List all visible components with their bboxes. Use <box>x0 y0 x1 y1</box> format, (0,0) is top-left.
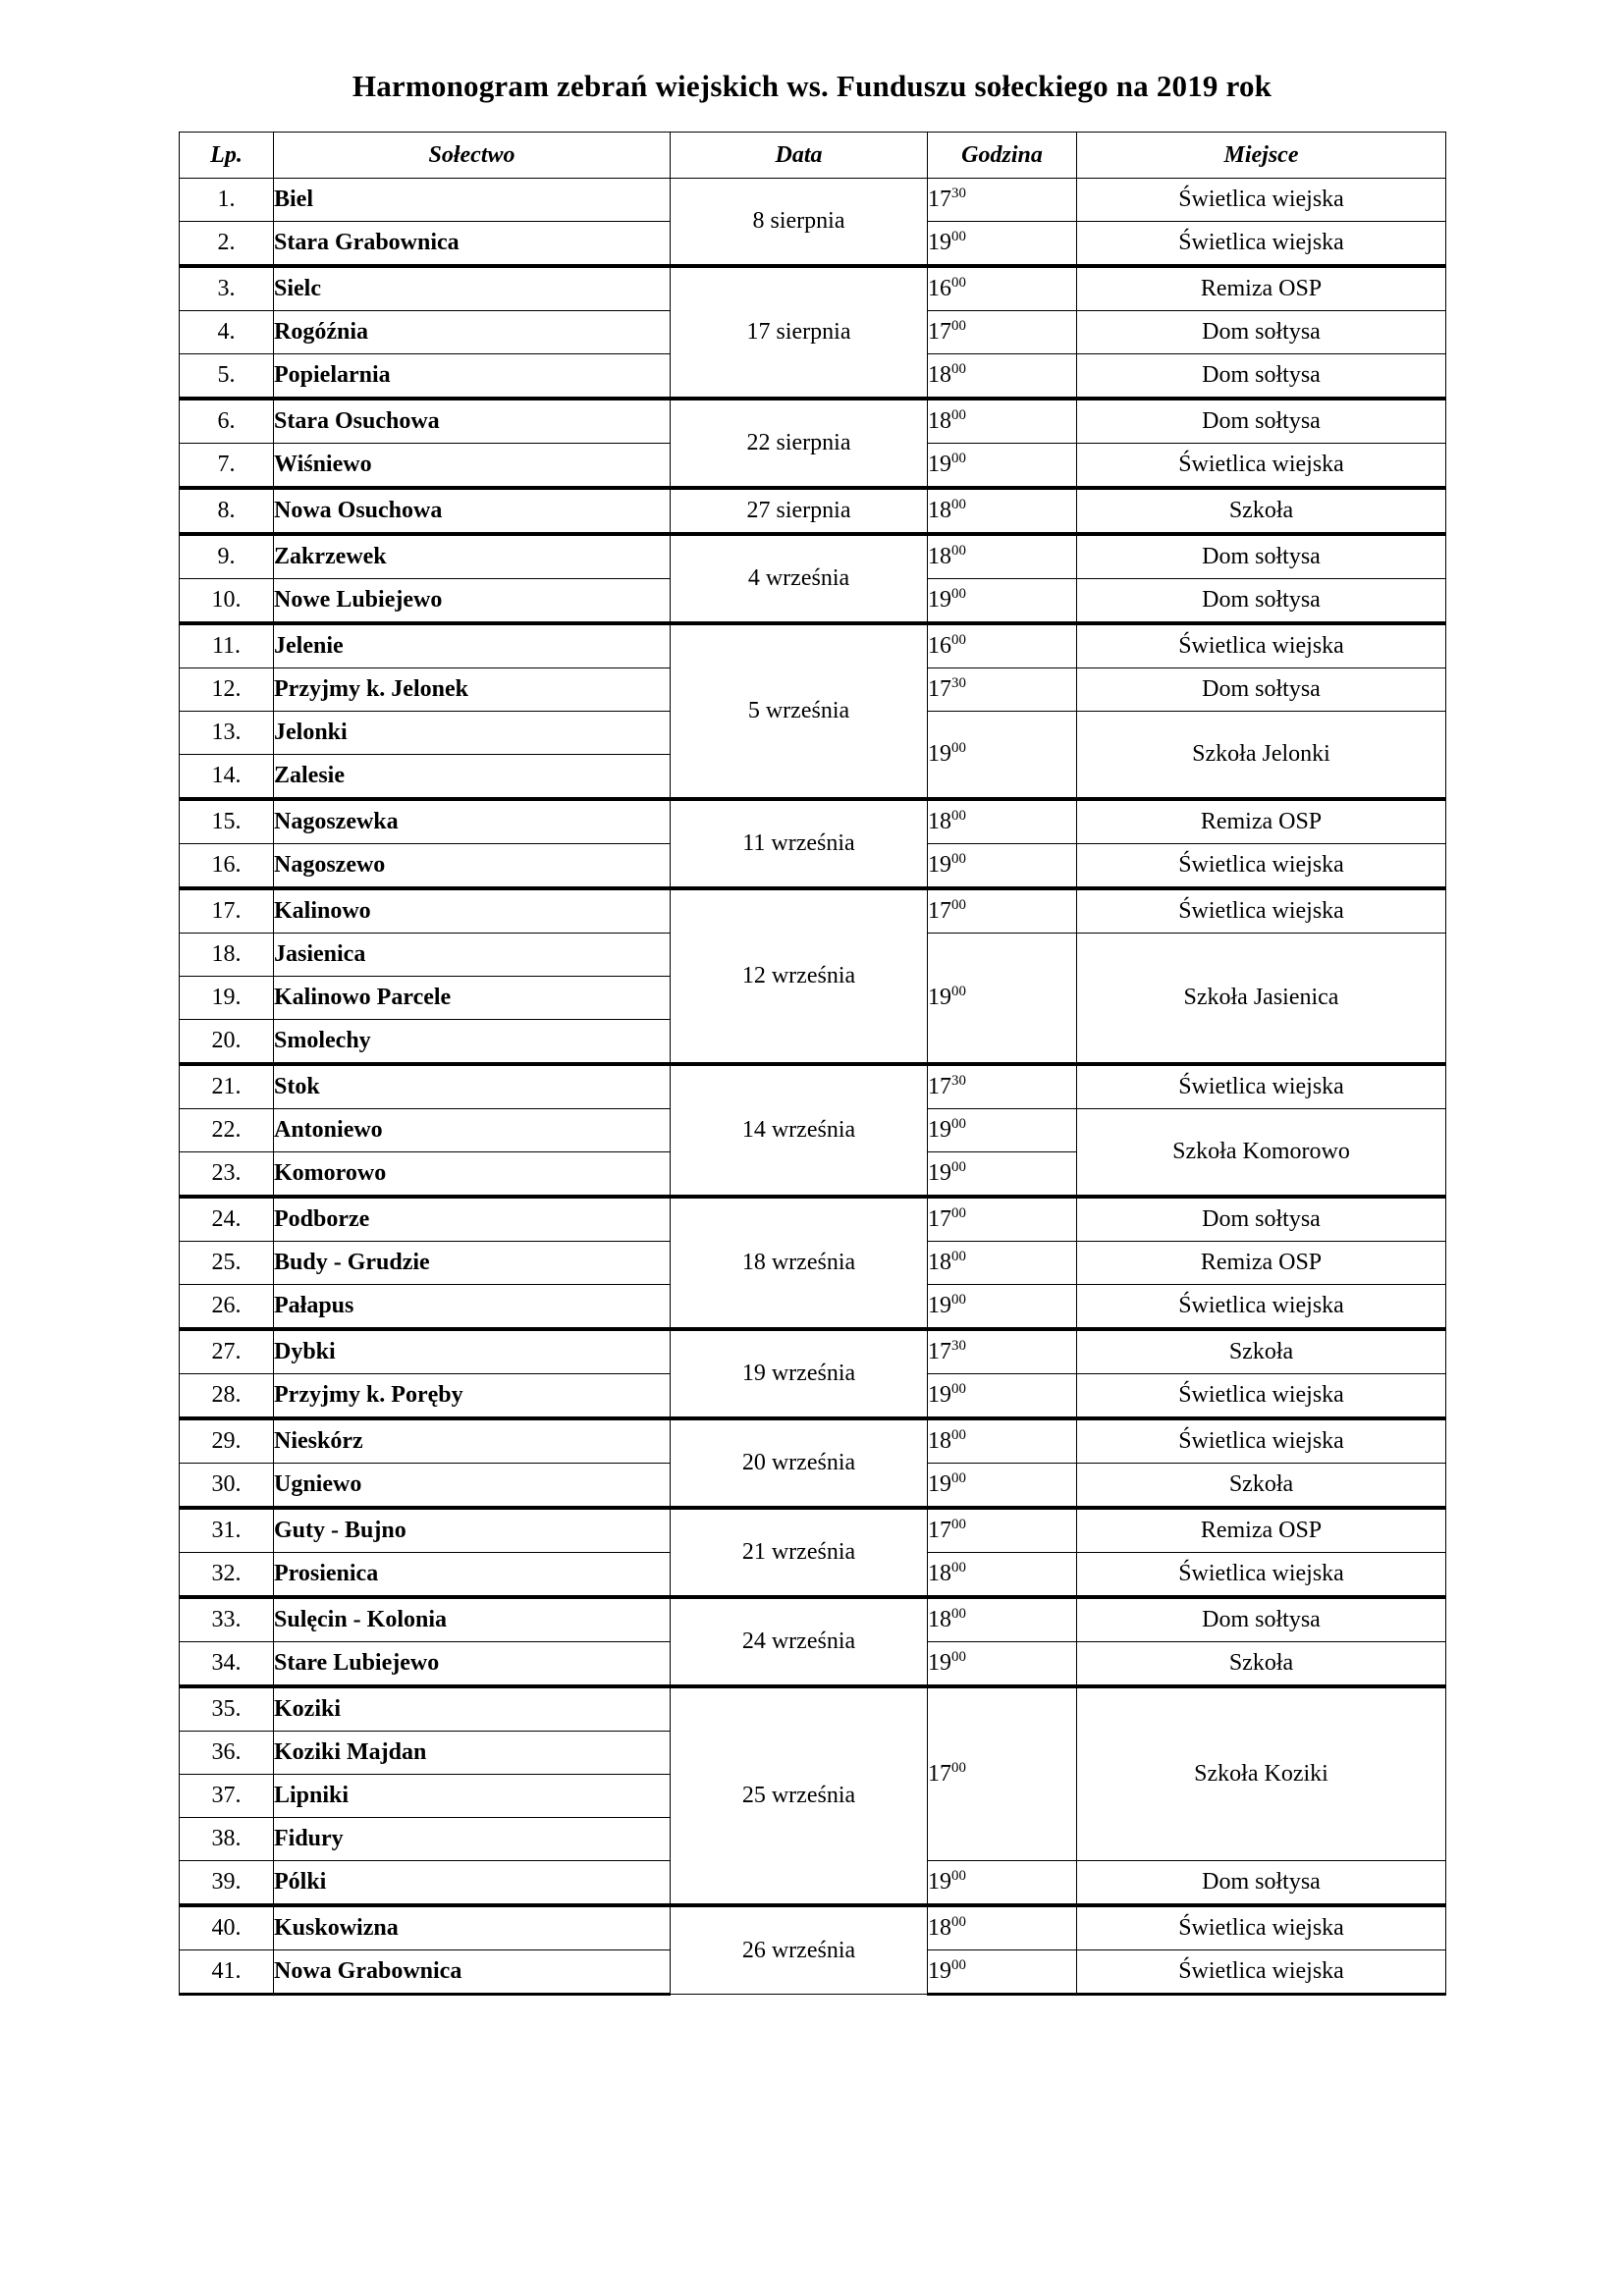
row-godzina: $19^{00}$ <box>928 1152 1077 1198</box>
row-miejsce: Świetlica wiejska <box>1077 179 1446 222</box>
row-solectwo: Nagoszewka <box>274 799 671 844</box>
row-miejsce: Świetlica wiejska <box>1077 1905 1446 1950</box>
row-solectwo: Jelenie <box>274 623 671 668</box>
row-solectwo: Koziki Majdan <box>274 1732 671 1775</box>
row-data: 20 września <box>671 1418 928 1508</box>
table-row <box>180 799 1446 844</box>
row-number: 33. <box>180 1597 274 1642</box>
row-number: 3. <box>180 266 274 311</box>
row-number: 28. <box>180 1374 274 1419</box>
row-godzina: $17^{30}$ <box>928 1064 1077 1109</box>
row-solectwo: Komorowo <box>274 1152 671 1198</box>
row-number: 25. <box>180 1242 274 1285</box>
row-miejsce: Świetlica wiejska <box>1077 1374 1446 1419</box>
row-solectwo: Nowa Osuchowa <box>274 488 671 534</box>
table-body <box>180 179 1446 1995</box>
row-godzina: $17^{00}$ <box>928 311 1077 354</box>
row-miejsce: Świetlica wiejska <box>1077 1418 1446 1464</box>
row-solectwo: Popielarnia <box>274 354 671 400</box>
column-header-data: Data <box>671 133 928 179</box>
row-solectwo: Budy - Grudzie <box>274 1242 671 1285</box>
row-solectwo: Dybki <box>274 1329 671 1374</box>
row-solectwo: Kalinowo Parcele <box>274 977 671 1020</box>
row-miejsce: Dom sołtysa <box>1077 311 1446 354</box>
row-solectwo: Prosienica <box>274 1553 671 1598</box>
row-solectwo: Jelonki <box>274 712 671 755</box>
row-number: 22. <box>180 1109 274 1152</box>
row-number: 40. <box>180 1905 274 1950</box>
column-header-godzina: Godzina <box>928 133 1077 179</box>
row-number: 31. <box>180 1508 274 1553</box>
row-solectwo: Rogóźnia <box>274 311 671 354</box>
row-miejsce: Remiza OSP <box>1077 266 1446 311</box>
row-solectwo: Lipniki <box>274 1775 671 1818</box>
column-header-solectwo: Sołectwo <box>274 133 671 179</box>
row-miejsce: Remiza OSP <box>1077 1242 1446 1285</box>
row-miejsce: Remiza OSP <box>1077 1508 1446 1553</box>
row-miejsce: Świetlica wiejska <box>1077 888 1446 934</box>
row-number: 7. <box>180 444 274 489</box>
row-number: 6. <box>180 399 274 444</box>
row-godzina: $18^{00}$ <box>928 354 1077 400</box>
row-number: 13. <box>180 712 274 755</box>
row-godzina: $18^{00}$ <box>928 1242 1077 1285</box>
page-title: Harmonogram zebrań wiejskich ws. Funduszu sołeckiego na 2019 rok <box>352 69 1272 103</box>
row-miejsce: Dom sołtysa <box>1077 579 1446 624</box>
row-number: 32. <box>180 1553 274 1598</box>
row-solectwo: Nieskórz <box>274 1418 671 1464</box>
row-solectwo: Guty - Bujno <box>274 1508 671 1553</box>
row-data: 21 września <box>671 1508 928 1597</box>
row-godzina: $16^{00}$ <box>928 266 1077 311</box>
row-data: 12 września <box>671 888 928 1064</box>
table-row <box>180 1686 1446 1732</box>
row-solectwo: Jasienica <box>274 934 671 977</box>
row-solectwo: Przyjmy k. Jelonek <box>274 668 671 712</box>
row-data: 25 września <box>671 1686 928 1905</box>
row-miejsce: Świetlica wiejska <box>1077 1553 1446 1598</box>
row-miejsce: Szkoła Jasienica <box>1077 934 1446 1065</box>
table-row <box>180 1508 1446 1553</box>
row-number: 36. <box>180 1732 274 1775</box>
row-solectwo: Pałapus <box>274 1285 671 1330</box>
row-solectwo: Biel <box>274 179 671 222</box>
row-solectwo: Wiśniewo <box>274 444 671 489</box>
row-number: 39. <box>180 1861 274 1906</box>
row-solectwo: Sielc <box>274 266 671 311</box>
row-solectwo: Ugniewo <box>274 1464 671 1509</box>
row-number: 30. <box>180 1464 274 1509</box>
row-godzina: $18^{00}$ <box>928 1553 1077 1598</box>
row-solectwo: Nagoszewo <box>274 844 671 889</box>
row-data: 18 września <box>671 1197 928 1329</box>
row-number: 15. <box>180 799 274 844</box>
row-number: 4. <box>180 311 274 354</box>
row-data: 24 września <box>671 1597 928 1686</box>
row-solectwo: Stok <box>274 1064 671 1109</box>
row-number: 21. <box>180 1064 274 1109</box>
row-data: 17 sierpnia <box>671 266 928 399</box>
column-header-miejsce: Miejsce <box>1077 133 1446 179</box>
row-solectwo: Antoniewo <box>274 1109 671 1152</box>
row-miejsce: Świetlica wiejska <box>1077 1285 1446 1330</box>
row-godzina: $17^{30}$ <box>928 668 1077 712</box>
table-row <box>180 1418 1446 1464</box>
row-godzina: $18^{00}$ <box>928 534 1077 579</box>
row-miejsce: Szkoła Komorowo <box>1077 1109 1446 1198</box>
table-row <box>180 399 1446 444</box>
row-solectwo: Fidury <box>274 1818 671 1861</box>
row-godzina: $19^{00}$ <box>928 1950 1077 1995</box>
row-godzina: $18^{00}$ <box>928 799 1077 844</box>
row-solectwo: Stara Osuchowa <box>274 399 671 444</box>
row-number: 12. <box>180 668 274 712</box>
row-number: 5. <box>180 354 274 400</box>
row-data: 22 sierpnia <box>671 399 928 488</box>
row-godzina: $19^{00}$ <box>928 1464 1077 1509</box>
row-number: 14. <box>180 755 274 800</box>
row-miejsce: Świetlica wiejska <box>1077 1950 1446 1995</box>
row-data: 5 września <box>671 623 928 799</box>
row-miejsce: Dom sołtysa <box>1077 1597 1446 1642</box>
row-godzina: $18^{00}$ <box>928 399 1077 444</box>
row-miejsce: Szkoła <box>1077 1329 1446 1374</box>
table-row <box>180 1905 1446 1950</box>
row-number: 29. <box>180 1418 274 1464</box>
row-godzina: $16^{00}$ <box>928 623 1077 668</box>
row-number: 38. <box>180 1818 274 1861</box>
row-number: 17. <box>180 888 274 934</box>
row-solectwo: Nowa Grabownica <box>274 1950 671 1995</box>
table-row <box>180 888 1446 934</box>
row-godzina: $19^{00}$ <box>928 844 1077 889</box>
row-godzina: $17^{00}$ <box>928 888 1077 934</box>
row-miejsce: Świetlica wiejska <box>1077 1064 1446 1109</box>
table-row <box>180 1064 1446 1109</box>
row-godzina: $19^{00}$ <box>928 1861 1077 1906</box>
row-godzina: $18^{00}$ <box>928 1597 1077 1642</box>
row-godzina: $18^{00}$ <box>928 1905 1077 1950</box>
row-solectwo: Zalesie <box>274 755 671 800</box>
row-miejsce: Dom sołtysa <box>1077 1861 1446 1906</box>
row-data: 14 września <box>671 1064 928 1197</box>
table-row <box>180 266 1446 311</box>
row-data: 4 września <box>671 534 928 623</box>
row-number: 18. <box>180 934 274 977</box>
row-number: 34. <box>180 1642 274 1687</box>
row-number: 11. <box>180 623 274 668</box>
row-solectwo: Kuskowizna <box>274 1905 671 1950</box>
schedule-table <box>179 132 1446 1996</box>
column-header-lp: Lp. <box>180 133 274 179</box>
table-row <box>180 1329 1446 1374</box>
row-solectwo: Pólki <box>274 1861 671 1906</box>
row-number: 35. <box>180 1686 274 1732</box>
row-number: 23. <box>180 1152 274 1198</box>
row-number: 16. <box>180 844 274 889</box>
row-godzina: $19^{00}$ <box>928 934 1077 1065</box>
row-miejsce: Świetlica wiejska <box>1077 623 1446 668</box>
row-miejsce: Świetlica wiejska <box>1077 222 1446 267</box>
table-row <box>180 488 1446 534</box>
row-number: 27. <box>180 1329 274 1374</box>
row-miejsce: Szkoła Jelonki <box>1077 712 1446 800</box>
row-godzina: $19^{00}$ <box>928 1109 1077 1152</box>
row-solectwo: Stare Lubiejewo <box>274 1642 671 1687</box>
table-row <box>180 179 1446 222</box>
row-godzina: $19^{00}$ <box>928 444 1077 489</box>
row-number: 19. <box>180 977 274 1020</box>
row-godzina: $18^{00}$ <box>928 488 1077 534</box>
row-number: 1. <box>180 179 274 222</box>
row-miejsce: Dom sołtysa <box>1077 399 1446 444</box>
row-godzina: $17^{30}$ <box>928 179 1077 222</box>
row-number: 37. <box>180 1775 274 1818</box>
row-godzina: $19^{00}$ <box>928 222 1077 267</box>
row-solectwo: Sulęcin - Kolonia <box>274 1597 671 1642</box>
row-miejsce: Szkoła <box>1077 488 1446 534</box>
row-solectwo: Przyjmy k. Poręby <box>274 1374 671 1419</box>
row-number: 20. <box>180 1020 274 1065</box>
row-number: 2. <box>180 222 274 267</box>
row-data: 8 sierpnia <box>671 179 928 267</box>
row-number: 9. <box>180 534 274 579</box>
row-solectwo: Zakrzewek <box>274 534 671 579</box>
row-miejsce: Świetlica wiejska <box>1077 444 1446 489</box>
row-godzina: $19^{00}$ <box>928 1374 1077 1419</box>
row-miejsce: Dom sołtysa <box>1077 534 1446 579</box>
row-data: 19 września <box>671 1329 928 1418</box>
row-godzina: $17^{00}$ <box>928 1197 1077 1242</box>
row-miejsce: Szkoła <box>1077 1642 1446 1687</box>
row-miejsce: Szkoła Koziki <box>1077 1686 1446 1861</box>
table-header-row <box>180 133 1446 179</box>
row-miejsce: Dom sołtysa <box>1077 1197 1446 1242</box>
schedule-table-container <box>179 132 1445 1996</box>
row-miejsce: Remiza OSP <box>1077 799 1446 844</box>
row-godzina: $19^{00}$ <box>928 1285 1077 1330</box>
row-godzina: $17^{00}$ <box>928 1686 1077 1861</box>
row-data: 27 sierpnia <box>671 488 928 534</box>
row-solectwo: Podborze <box>274 1197 671 1242</box>
row-miejsce: Świetlica wiejska <box>1077 844 1446 889</box>
row-number: 8. <box>180 488 274 534</box>
row-solectwo: Stara Grabownica <box>274 222 671 267</box>
table-header <box>180 133 1446 179</box>
row-miejsce: Dom sołtysa <box>1077 354 1446 400</box>
table-row <box>180 623 1446 668</box>
row-number: 26. <box>180 1285 274 1330</box>
row-number: 24. <box>180 1197 274 1242</box>
row-solectwo: Nowe Lubiejewo <box>274 579 671 624</box>
row-godzina: $17^{30}$ <box>928 1329 1077 1374</box>
row-solectwo: Koziki <box>274 1686 671 1732</box>
table-row <box>180 1597 1446 1642</box>
row-solectwo: Smolechy <box>274 1020 671 1065</box>
row-godzina: $17^{00}$ <box>928 1508 1077 1553</box>
row-godzina: $18^{00}$ <box>928 1418 1077 1464</box>
row-solectwo: Kalinowo <box>274 888 671 934</box>
row-godzina: $19^{00}$ <box>928 579 1077 624</box>
table-row <box>180 534 1446 579</box>
table-row <box>180 1197 1446 1242</box>
row-miejsce: Dom sołtysa <box>1077 668 1446 712</box>
row-godzina: $19^{00}$ <box>928 712 1077 800</box>
row-godzina: $19^{00}$ <box>928 1642 1077 1687</box>
row-number: 10. <box>180 579 274 624</box>
row-data: 26 września <box>671 1905 928 1995</box>
row-number: 41. <box>180 1950 274 1995</box>
row-data: 11 września <box>671 799 928 888</box>
row-miejsce: Szkoła <box>1077 1464 1446 1509</box>
